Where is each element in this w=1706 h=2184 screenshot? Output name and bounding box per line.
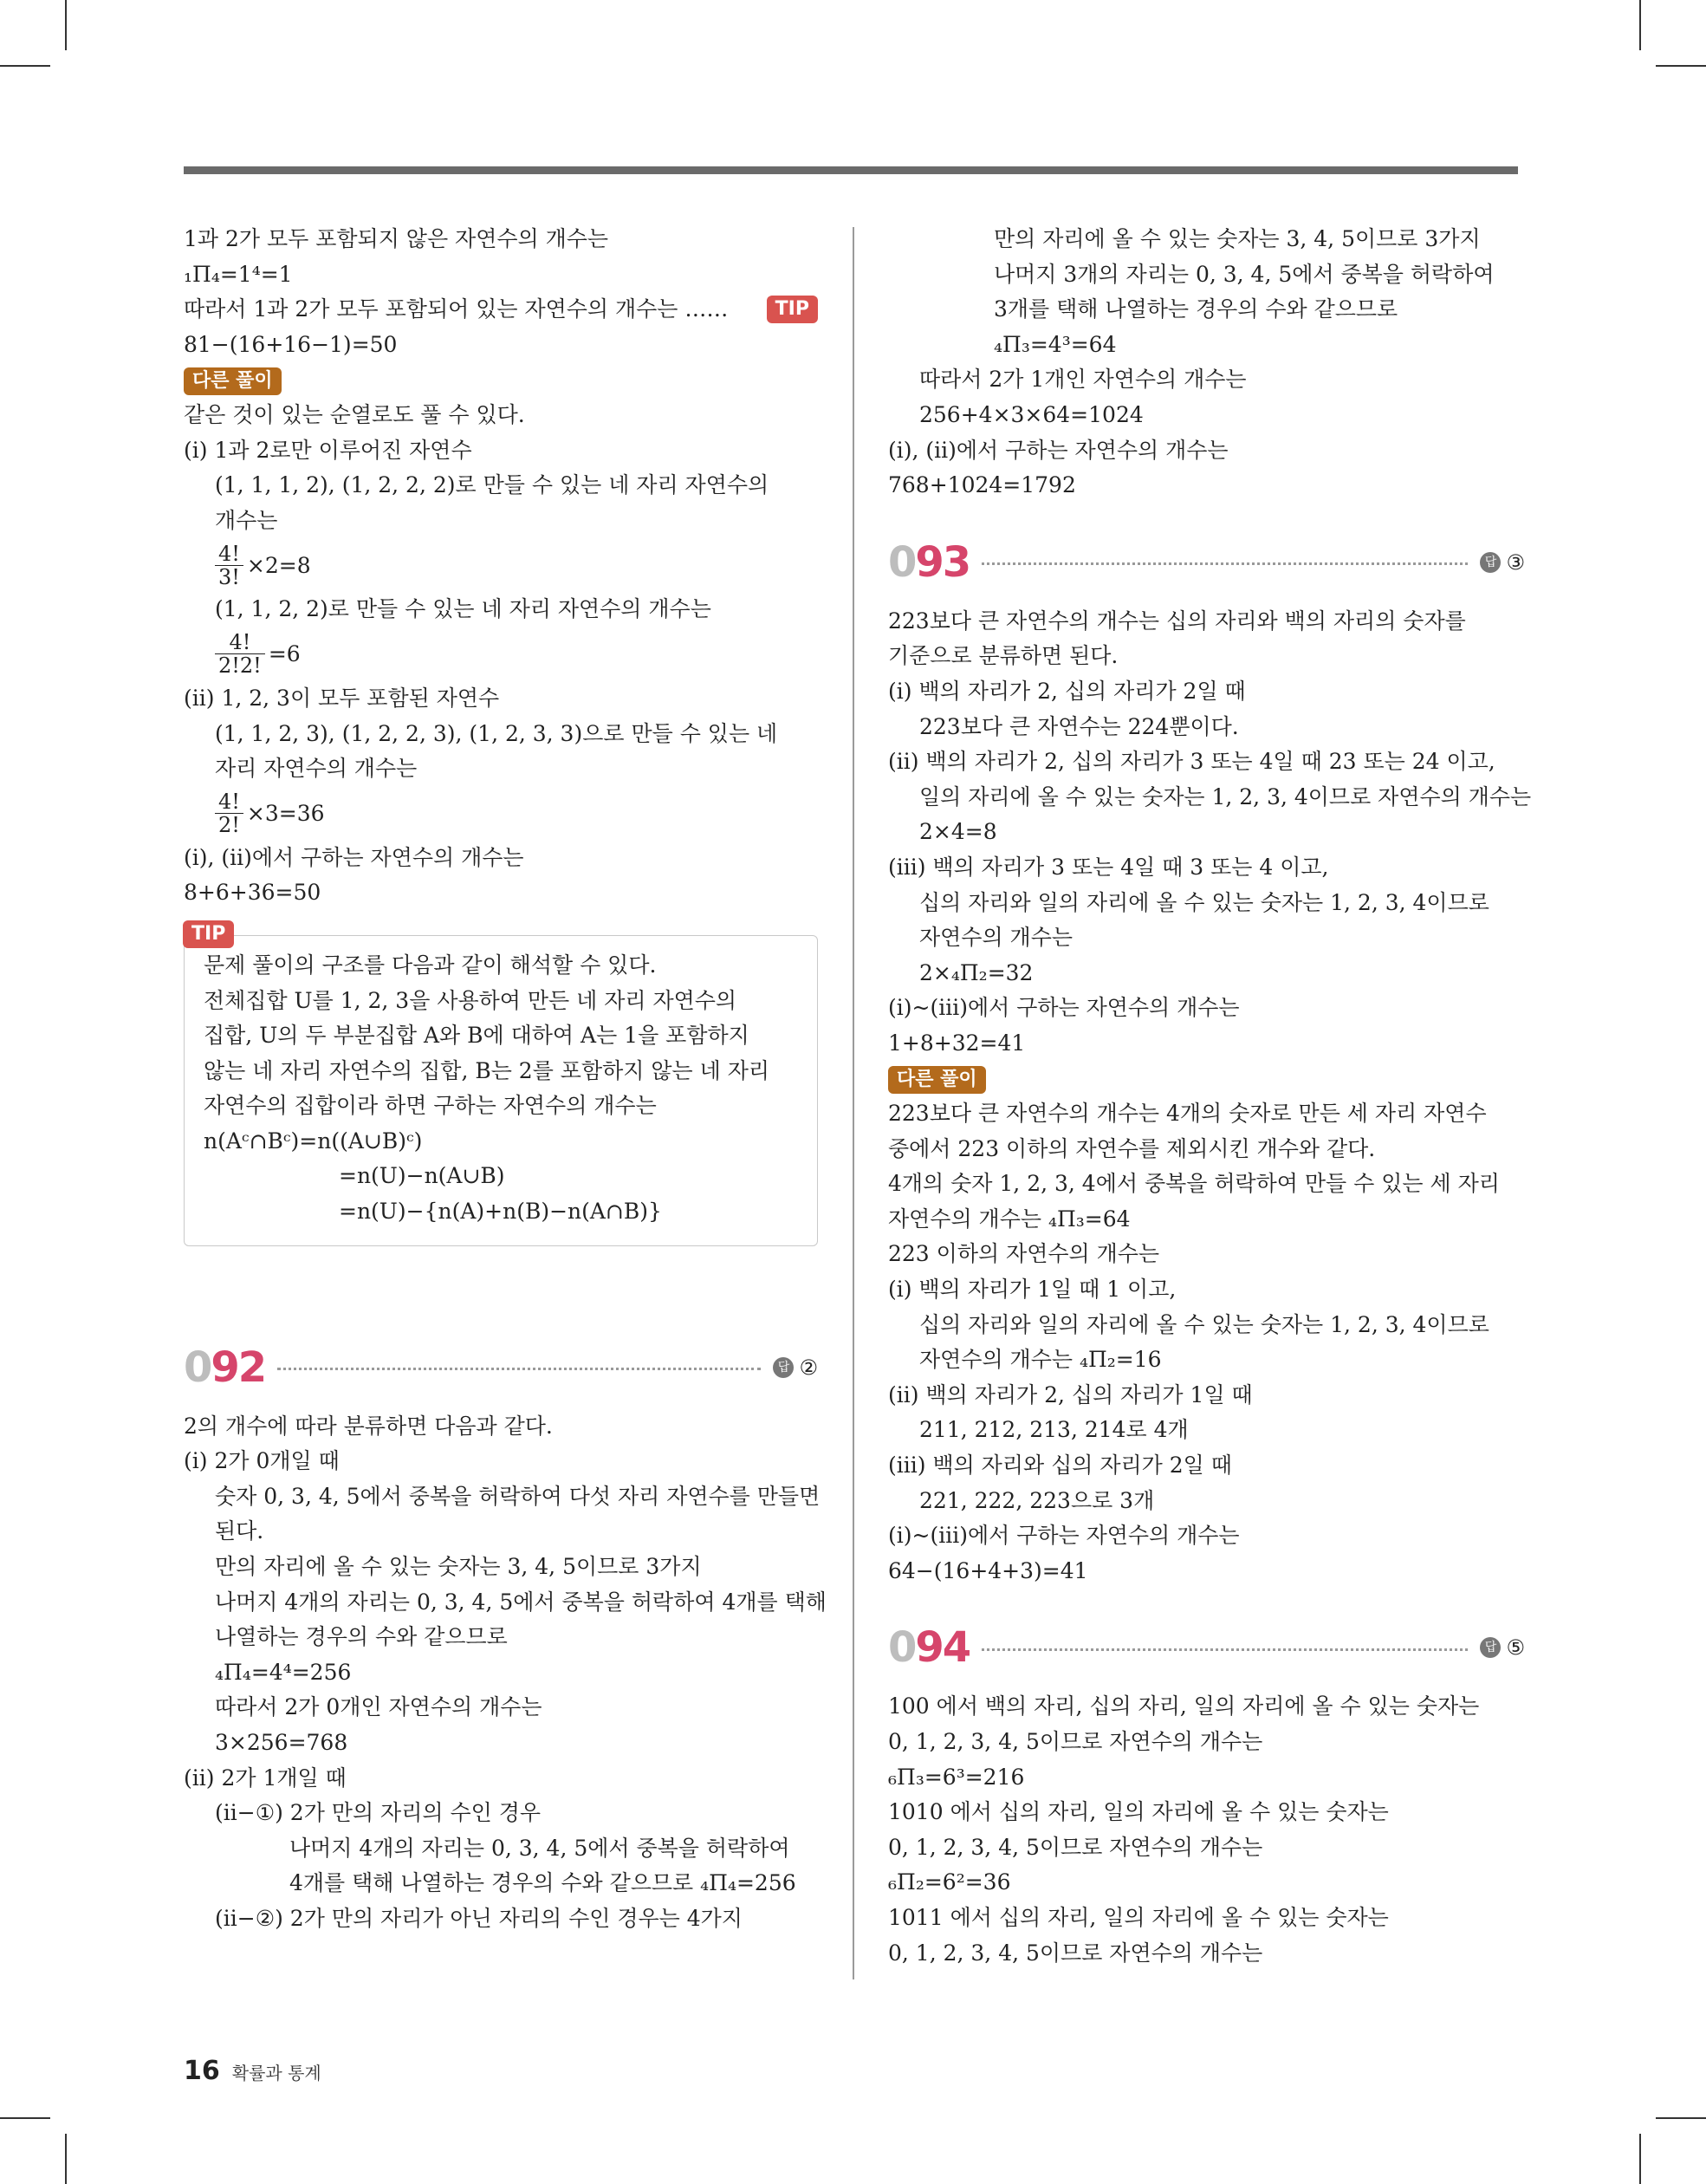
line-text: 0, 1, 2, 3, 4, 5이므로 자연수의 개수는 <box>888 1834 1263 1860</box>
text-line <box>184 1585 827 1621</box>
line-text: 개수는 <box>215 507 278 533</box>
text-line <box>888 1484 1525 1519</box>
tip-label: TIP <box>183 920 234 948</box>
text-line <box>888 991 1525 1026</box>
problem-header-092 <box>184 1343 818 1392</box>
alt-solution-heading <box>888 1061 1525 1096</box>
line-text: 나머지 4개의 자리는 0, 3, 4, 5에서 중복을 허락하여 <box>289 1835 790 1861</box>
text-line <box>184 841 818 876</box>
text-line <box>184 1831 818 1867</box>
line-text: 따라서 1과 2가 모두 포함되어 있는 자연수의 개수는 …… <box>184 296 729 322</box>
fraction <box>215 631 265 677</box>
line-text: 1+8+32=41 <box>888 1030 1026 1056</box>
text-line <box>184 875 818 911</box>
text-line <box>888 398 1525 433</box>
text-line <box>888 1901 1525 1936</box>
text-line <box>888 850 1525 886</box>
left-column <box>184 222 827 1937</box>
line-text: (ⅱ) 백의 자리가 2, 십의 자리가 1일 때 <box>888 1381 1253 1407</box>
tip-badge: TIP <box>767 296 818 323</box>
right-continued-lines <box>888 222 1525 504</box>
text-line <box>184 1690 818 1726</box>
text-line <box>888 604 1525 640</box>
text-line <box>888 1026 1525 1062</box>
text-line <box>184 468 818 504</box>
fraction <box>215 543 243 588</box>
line-text: (ⅱ) 2가 1개일 때 <box>184 1765 347 1791</box>
fraction-numerator: 4! <box>215 631 265 654</box>
line-text: 0, 1, 2, 3, 4, 5이므로 자연수의 개수는 <box>888 1940 1263 1966</box>
line-text: (1, 1, 2, 2)로 만들 수 있는 네 자리 자연수의 개수는 <box>215 596 711 622</box>
text-line <box>888 1725 1525 1760</box>
line-text: (ⅱ) 1, 2, 3이 모두 포함된 자연수 <box>184 685 500 711</box>
alt-solution-badge: 다른 풀이 <box>888 1066 986 1094</box>
fraction-rest: ×2=8 <box>246 552 311 578</box>
text-line <box>888 468 1525 504</box>
line-text: 100 에서 백의 자리, 십의 자리, 일의 자리에 올 수 있는 숫자는 <box>888 1693 1480 1719</box>
line-text: 3×256=768 <box>215 1730 348 1755</box>
column-divider <box>853 227 854 1979</box>
text-line <box>888 710 1525 745</box>
answer-icon: 답 <box>1480 1637 1501 1658</box>
fraction-rest: ×3=36 <box>246 801 325 827</box>
tip-box <box>184 922 818 1246</box>
line-text: 만의 자리에 올 수 있는 숫자는 3, 4, 5이므로 3가지 <box>215 1554 702 1580</box>
line-text: 자연수의 개수는 ₄Π₂=16 <box>919 1347 1162 1373</box>
alt-solution-badge: 다른 풀이 <box>184 367 282 395</box>
line-text: (ⅰ)~(ⅲ)에서 구하는 자연수의 개수는 <box>888 1523 1240 1549</box>
crop-mark <box>0 2117 50 2119</box>
problem-header-094 <box>888 1623 1525 1672</box>
text-line <box>888 920 1525 956</box>
text-line <box>888 1448 1525 1484</box>
line-text: 223보다 큰 자연수는 224뿐이다. <box>919 713 1239 739</box>
line-text: 221, 222, 223으로 3개 <box>919 1487 1155 1513</box>
header-rule <box>184 166 1518 174</box>
line-text: (ⅱ−①) 2가 만의 자리의 수인 경우 <box>215 1800 541 1826</box>
line-text: 64−(16+4+3)=41 <box>888 1557 1088 1583</box>
line-text: 숫자 0, 3, 4, 5에서 중복을 허락하여 다섯 자리 자연수를 만들면 <box>215 1483 821 1509</box>
text-line <box>888 1760 1525 1796</box>
text-line <box>888 1272 1525 1308</box>
text-line <box>184 504 818 539</box>
text-line <box>184 751 818 787</box>
line-text: 256+4×3×64=1024 <box>919 401 1144 427</box>
text-line <box>888 433 1525 469</box>
crop-mark <box>1639 0 1641 50</box>
answer-label: 답 ② <box>773 1355 818 1380</box>
fraction-line <box>184 787 818 841</box>
text-line <box>888 780 1532 816</box>
text-line <box>184 592 818 627</box>
line-text: 자연수의 개수는 ₄Π₃=64 <box>888 1206 1131 1232</box>
alt-solution-heading <box>184 362 818 398</box>
fraction-denominator: 2! <box>218 813 240 838</box>
text-line <box>888 1167 1525 1202</box>
text-line <box>888 1202 1525 1238</box>
text-line <box>184 1409 818 1445</box>
text-line <box>184 292 818 328</box>
line-text: (ⅰ) 2가 0개일 때 <box>184 1448 340 1474</box>
line-text: (ⅰ), (ⅱ)에서 구하는 자연수의 개수는 <box>888 437 1229 463</box>
line-text: ₆Π₂=6²=36 <box>888 1869 1011 1895</box>
text-line <box>184 1901 818 1937</box>
text-line <box>888 1413 1525 1448</box>
text-line <box>888 1132 1525 1167</box>
fraction-numerator: 4! <box>215 790 243 814</box>
page-number: 16 <box>184 2056 220 2086</box>
text-line <box>888 292 1525 328</box>
text-line <box>888 1830 1525 1866</box>
problem-093-lines <box>888 604 1532 1589</box>
line-text: 81−(16+16−1)=50 <box>184 331 398 357</box>
line-text: 2×4=8 <box>919 819 997 845</box>
line-text: 768+1024=1792 <box>888 472 1076 498</box>
text-line <box>184 1761 818 1797</box>
text-line <box>184 1550 818 1585</box>
fraction-numerator: 4! <box>215 543 243 566</box>
fraction-denominator: 2!2! <box>218 653 262 679</box>
text-line <box>184 1444 818 1479</box>
line-text: (ⅰ), (ⅱ)에서 구하는 자연수의 개수는 <box>184 844 524 870</box>
line-text: 기준으로 분류하면 된다. <box>888 643 1119 669</box>
tip-line: 않는 네 자리 자연수의 집합, B는 2를 포함하지 않는 네 자리 <box>204 1057 769 1083</box>
text-line <box>888 362 1525 398</box>
text-line <box>888 956 1525 991</box>
text-line <box>184 1479 821 1515</box>
line-text: (ⅰ) 1과 2로만 이루어진 자연수 <box>184 437 472 463</box>
answer-icon: 답 <box>773 1357 794 1378</box>
spacer <box>184 1246 818 1343</box>
line-text: (ⅱ) 백의 자리가 2, 십의 자리가 3 또는 4일 때 23 또는 24 이고, <box>888 749 1495 775</box>
tip-line: 전체집합 U를 1, 2, 3을 사용하여 만든 네 자리 자연수의 <box>204 987 737 1013</box>
tip-line: =n(U)−{n(A)+n(B)−n(A∩B)} <box>339 1199 662 1225</box>
text-line <box>888 1096 1525 1132</box>
fraction-line <box>184 627 818 681</box>
line-text: 나머지 3개의 자리는 0, 3, 4, 5에서 중복을 허락하여 <box>994 261 1495 287</box>
text-line <box>888 1342 1525 1378</box>
line-text: (ⅰ) 백의 자리가 2, 십의 자리가 2일 때 <box>888 678 1246 704</box>
line-text: 십의 자리와 일의 자리에 올 수 있는 숫자는 1, 2, 3, 4이므로 <box>919 1311 1489 1337</box>
text-line <box>184 1655 818 1691</box>
line-text: (ⅲ) 백의 자리와 십의 자리가 2일 때 <box>888 1453 1232 1478</box>
spacer <box>184 911 818 928</box>
line-text: 만의 자리에 올 수 있는 숫자는 3, 4, 5이므로 3가지 <box>994 226 1481 251</box>
tip-lines <box>204 948 798 1230</box>
tip-line: 문제 풀이의 구조를 다음과 같이 해석할 수 있다. <box>204 952 657 978</box>
text-line <box>888 886 1525 921</box>
text-line <box>888 328 1525 363</box>
text-line <box>184 222 818 257</box>
problem-header-093 <box>888 538 1525 587</box>
left-solution-lines <box>184 222 818 911</box>
text-line <box>888 744 1525 780</box>
text-line <box>888 1865 1525 1901</box>
line-text: 따라서 2가 1개인 자연수의 개수는 <box>919 367 1247 393</box>
line-text: 2×₄Π₂=32 <box>919 959 1034 985</box>
problem-number: 093 <box>888 537 970 587</box>
text-line <box>184 681 818 717</box>
text-line <box>184 1726 818 1761</box>
dotted-leader <box>277 1368 761 1370</box>
spacer <box>184 1392 818 1409</box>
text-line <box>184 257 818 293</box>
tip-line: n(Aᶜ∩Bᶜ)=n((A∪B)ᶜ) <box>204 1128 423 1154</box>
problem-094-lines <box>888 1689 1525 1971</box>
line-text: ₆Π₃=6³=216 <box>888 1764 1025 1790</box>
text-line <box>888 1237 1525 1272</box>
text-line <box>888 222 1525 257</box>
line-text: 자연수의 개수는 <box>919 925 1073 951</box>
text-line <box>888 1554 1525 1589</box>
line-text: 4개의 숫자 1, 2, 3, 4에서 중복을 허락하여 만들 수 있는 세 자리 <box>888 1171 1500 1197</box>
line-text: 211, 212, 213, 214로 4개 <box>919 1417 1189 1443</box>
right-column <box>888 222 1532 1971</box>
answer-label: 답 ⑤ <box>1480 1635 1525 1660</box>
text-line <box>888 815 1525 850</box>
line-text: 223보다 큰 자연수의 개수는 십의 자리와 백의 자리의 숫자를 <box>888 608 1466 634</box>
line-text: 0, 1, 2, 3, 4, 5이므로 자연수의 개수는 <box>888 1728 1263 1754</box>
text-line <box>184 1514 818 1550</box>
dotted-leader <box>982 1648 1468 1651</box>
spacer <box>888 504 1525 538</box>
text-line <box>888 1378 1525 1414</box>
line-text: 같은 것이 있는 순열로도 풀 수 있다. <box>184 401 525 427</box>
line-text: 따라서 2가 0개인 자연수의 개수는 <box>215 1694 542 1720</box>
line-text: (1, 1, 2, 3), (1, 2, 2, 3), (1, 2, 3, 3)으로 만들 수 있는 네 <box>215 720 778 746</box>
line-text: 2의 개수에 따라 분류하면 다음과 같다. <box>184 1413 553 1439</box>
line-text: ₄Π₃=4³=64 <box>994 331 1117 357</box>
text-line <box>888 257 1525 293</box>
text-line <box>888 639 1525 674</box>
crop-mark <box>65 0 67 50</box>
text-line <box>888 1518 1525 1554</box>
crop-mark <box>0 65 50 67</box>
text-line <box>184 433 818 469</box>
tip-line: 집합, U의 두 부분집합 A와 B에 대하여 A는 1을 포함하지 <box>204 1023 749 1049</box>
problem-number: 094 <box>888 1623 970 1673</box>
book-subject: 확률과 통계 <box>231 2063 321 2083</box>
text-line <box>184 1796 818 1831</box>
crop-mark <box>1639 2134 1641 2184</box>
line-text: 223보다 큰 자연수의 개수는 4개의 숫자로 만든 세 자리 자연수 <box>888 1101 1487 1127</box>
line-text: 일의 자리에 올 수 있는 숫자는 1, 2, 3, 4이므로 자연수의 개수는 <box>919 783 1532 809</box>
answer-label: 답 ③ <box>1480 550 1525 575</box>
text-line <box>184 1620 818 1655</box>
spacer <box>888 1589 1525 1623</box>
line-text: (1, 1, 1, 2), (1, 2, 2, 2)로 만들 수 있는 네 자리 자연수의 <box>215 472 769 498</box>
spacer <box>888 587 1525 604</box>
fraction-rest: =6 <box>268 641 301 667</box>
line-text: 4개를 택해 나열하는 경우의 수와 같으므로 ₄Π₄=256 <box>289 1870 796 1896</box>
line-text: 중에서 223 이하의 자연수를 제외시킨 개수와 같다. <box>888 1135 1376 1161</box>
text-line <box>888 1936 1525 1972</box>
line-text: 자리 자연수의 개수는 <box>215 756 418 782</box>
fraction <box>215 790 243 836</box>
line-text: (ⅰ)~(ⅲ)에서 구하는 자연수의 개수는 <box>888 995 1240 1021</box>
line-text: (ⅱ−②) 2가 만의 자리가 아닌 자리의 수인 경우는 4가지 <box>215 1905 743 1931</box>
text-line <box>184 717 818 752</box>
line-text: 8+6+36=50 <box>184 880 321 906</box>
line-text: 십의 자리와 일의 자리에 올 수 있는 숫자는 1, 2, 3, 4이므로 <box>919 889 1489 915</box>
crop-mark <box>1656 65 1706 67</box>
problem-092-lines <box>184 1409 827 1937</box>
fraction-line <box>184 538 818 592</box>
line-text: ₄Π₄=4⁴=256 <box>215 1659 352 1685</box>
text-line <box>888 674 1525 710</box>
spacer <box>888 1672 1525 1689</box>
line-text: 1과 2가 모두 포함되지 않은 자연수의 개수는 <box>184 226 609 251</box>
line-text: 된다. <box>215 1518 264 1544</box>
line-text: 나머지 4개의 자리는 0, 3, 4, 5에서 중복을 허락하여 4개를 택해 <box>215 1589 827 1615</box>
line-text: 3개를 택해 나열하는 경우의 수와 같으므로 <box>994 296 1398 322</box>
crop-mark <box>65 2134 67 2184</box>
text-line <box>184 328 818 363</box>
line-text: (ⅰ) 백의 자리가 1일 때 1 이고, <box>888 1277 1177 1303</box>
text-line <box>184 398 818 433</box>
line-text: (ⅲ) 백의 자리가 3 또는 4일 때 3 또는 4 이고, <box>888 854 1329 880</box>
text-line <box>888 1308 1525 1343</box>
line-text: 1011 에서 십의 자리, 일의 자리에 올 수 있는 숫자는 <box>888 1904 1389 1930</box>
tip-line: 자연수의 집합이라 하면 구하는 자연수의 개수는 <box>204 1093 657 1119</box>
text-line <box>888 1689 1525 1725</box>
line-text: 1010 에서 십의 자리, 일의 자리에 올 수 있는 숫자는 <box>888 1799 1389 1825</box>
dotted-leader <box>982 562 1468 565</box>
crop-mark <box>1656 2117 1706 2119</box>
fraction-denominator: 3! <box>218 564 240 589</box>
line-text: 나열하는 경우의 수와 같으므로 <box>215 1624 508 1650</box>
line-text: 223 이하의 자연수의 개수는 <box>888 1241 1160 1267</box>
text-line <box>184 1866 818 1901</box>
page-footer <box>184 2056 321 2086</box>
tip-line: =n(U)−n(A∪B) <box>339 1163 505 1189</box>
line-text: ₁Π₄=1⁴=1 <box>184 261 293 287</box>
problem-number: 092 <box>184 1342 266 1392</box>
answer-icon: 답 <box>1480 552 1501 573</box>
text-line <box>888 1795 1525 1830</box>
